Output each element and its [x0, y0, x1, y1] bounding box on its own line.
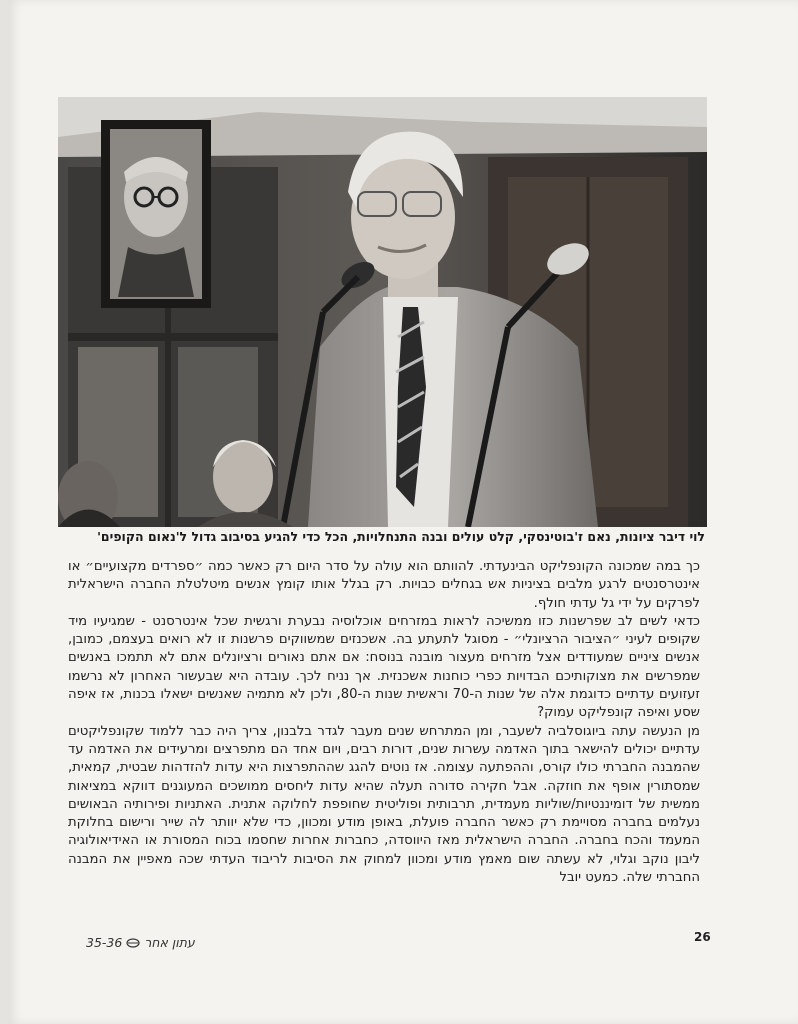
magazine-title: עתון אחר: [144, 935, 195, 950]
paragraph-2: כדאי לשים לב שפרשנות כזו ממשיכה לראות במזרחים אוכלוסיה נבערת ורגשית שכל אינטרסנט - שמגיעיו מיד שקופים לעיני ״הציבור הרציונלי״ - מסוגל לתעתע בה. אשכנזים שמשווקים פרשנות זו לא רואים בעצמם, כמובן, אנשים ציניים שמעודדים אצל מזרחים מעצור מובנה בנוסח: אם אתם נאורים ורציונלים אתם לא תתמכו באנשים שמפרשים את מצוקותיכם הבדויות כפרי כוחנות אשכנזית. אך נניח לכך. עובדה היא שבעשור האחרון לא נרשמו זעזועים עדתיים כדוגמת אלה של שנות ה-70 וראשית שנות ה-80, ולכן לא מתמיה שאנשים ישאלו בכנות, אז איפה שסע ואיפה קונפליקט עמוק?: [68, 613, 700, 721]
paragraph-1: כך במה שמכונה הקונפליקט הבינעדתי. להוותם הוא עולה על סדר היום רק כאשר כמה ״ספרדים מקצועיים״ או אינטרסנטים לרגע מלבים בציניות אש בגחלים כבויות. רק בגלל אותו קומץ אנשים מיטלטלת החברה הישראלית לפרקים על ידי גל עדתי חולף.: [68, 559, 700, 611]
article-body: [68, 558, 700, 887]
magazine-logo-icon: [126, 938, 140, 948]
speaker-photo: [58, 97, 707, 527]
paragraph-3: מן הנעשה עתה ביוגוסלביה לשעבר, ומן המתרחש שנים מעבר לגדר בלבנון, צריך היה כבר ללמוד שקונפליקטים עדתיים יכולים להישאר בתוך האדמה עשרות שנים, דורות רבים, ויום אחד הם מתפרצים ומרעידים את האדמה עד שהמבנה החברתי כולו קורס, וההפתעה עצומה. אז נוטים להגג שההתפרצות היא עדות להזדהות שבטית, קמאית, שמסתורין אופף את חוזקה. אבל חקירה סדורה תעלה שהיא עדות ליחסים ממושכים המעוגנים דווקא במציאות ממשית של דומיננטיות/שוליות מעמדית, תרבותית ופוליטית שחופפת לחלוקה אתנית. האתניות ופירותיה הבאושים נעלמים בחברה מסויימת רק כאשר החברה פועלת, באופן מודע ומכוון, כדי שלא יוותר לה שייר ורישום בחלוקת המעמד והכח בחברה. החברה הישראלית מאז היווסדה, כחברות אחרות שחסמו בכוח המסורת או האידיאולוגיה ליבון נוקב וגלוי, לא עשתה שום מאמץ מודע ומכוון למחוק את הסיבות לריבוד העדתי שכה מאפיין את המבנה החברתי שלה. כמעט יובל: [68, 723, 700, 886]
issue-number: 35-36: [86, 935, 123, 950]
footer-magazine-credit: [86, 935, 195, 950]
magazine-page: [8, 0, 798, 1024]
page-number: 26: [694, 930, 711, 944]
speaker-photo-illustration: [58, 97, 707, 527]
photo-caption: לוי דיבר ציונות, נאם ז'בוטינסקי, קלט עולים ובנה התנחלויות, הכל כדי להגיע בסיבוב גדול ל'נאום הקופים': [97, 529, 705, 544]
